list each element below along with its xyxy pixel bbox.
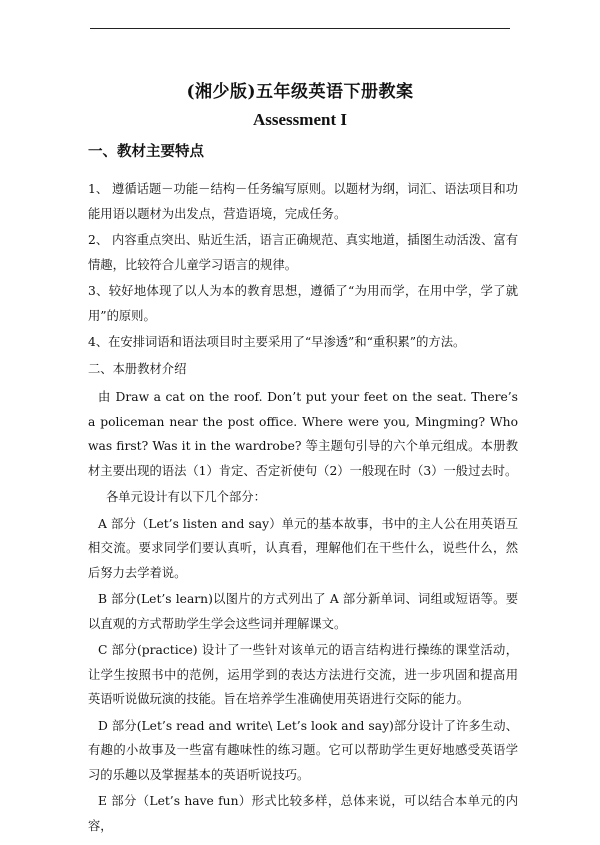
part-d-paragraph: D 部分(Let’s read and write\ Let’s look and say)部分设计了许多生动、有趣的小故事及一些富有趣味性的练习题。它可以帮助学生更好地感受英语学习的乐趣以及掌握基本的英语听说技巧。 <box>88 718 518 782</box>
section1-item-3: 3、较好地体现了以人为本的教育思想，遵循了“为用而学，在用中学，学了就用”的原则。 <box>88 284 518 323</box>
section1-item-4: 4、在安排词语和语法项目时主要采用了“早渗透”和“重积累”的方法。 <box>88 335 466 349</box>
part-a-paragraph: A 部分（Let’s listen and say）单元的基本故事，书中的主人公在用英语互相交流。要求同学们要认真听，认真看，理解他们在干些什么，说些什么，然后努力去学着说。 <box>88 516 518 580</box>
part-c-paragraph: C 部分(practice) 设计了一些针对该单元的语言结构进行操练的课堂活动，让学生按照书中的范例，运用学到的表达方法进行交流，进一步巩固和提高用英语听说做玩演的技能。旨在培养学生准确使用英语进行交际的能力。 <box>88 643 518 706</box>
section2-heading: 二、本册教材介绍 <box>88 361 187 376</box>
section1-heading: 一、教材主要特点 <box>88 143 204 160</box>
part-b-paragraph: B 部分(Let’s learn)以图片的方式列出了 A 部分新单词、词组或短语等。要以直观的方式帮助学生学会这些词并理解课文。 <box>88 592 518 631</box>
part-e-paragraph: E 部分（Let’s have fun）形式比较多样，总体来说，可以结合本单元的内容， <box>88 794 518 833</box>
parts-intro: 各单元设计有以下几个部分： <box>106 490 266 504</box>
document-title: (湘少版)五年级英语下册教案 <box>186 82 414 102</box>
section1-item-2: 2、 内容重点突出、贴近生活，语言正确规范、真实地道，插图生动活泼、富有情趣，比较符合儿童学习语言的规律。 <box>88 233 518 272</box>
intro-paragraph: 由 Draw a cat on the roof. Don’t put your feet on the seat. There’s a policeman near the post office. Where were you, Mingming? Who was first? Was it in the wardrobe? 等主题句引导的六个单元组成。本册教材主要出现的语法（1）肯定、否定祈使句（2）一般现在时（3）一般过去时。 <box>88 390 518 478</box>
header-rule <box>90 28 510 29</box>
section1-item-1: 1、 遵循话题－功能－结构－任务编写原则。以题材为纲，词汇、语法项目和功能用语以题材为出发点，营造语境，完成任务。 <box>88 182 518 221</box>
document-subtitle: Assessment I <box>253 110 347 129</box>
document-body <box>88 143 518 840</box>
